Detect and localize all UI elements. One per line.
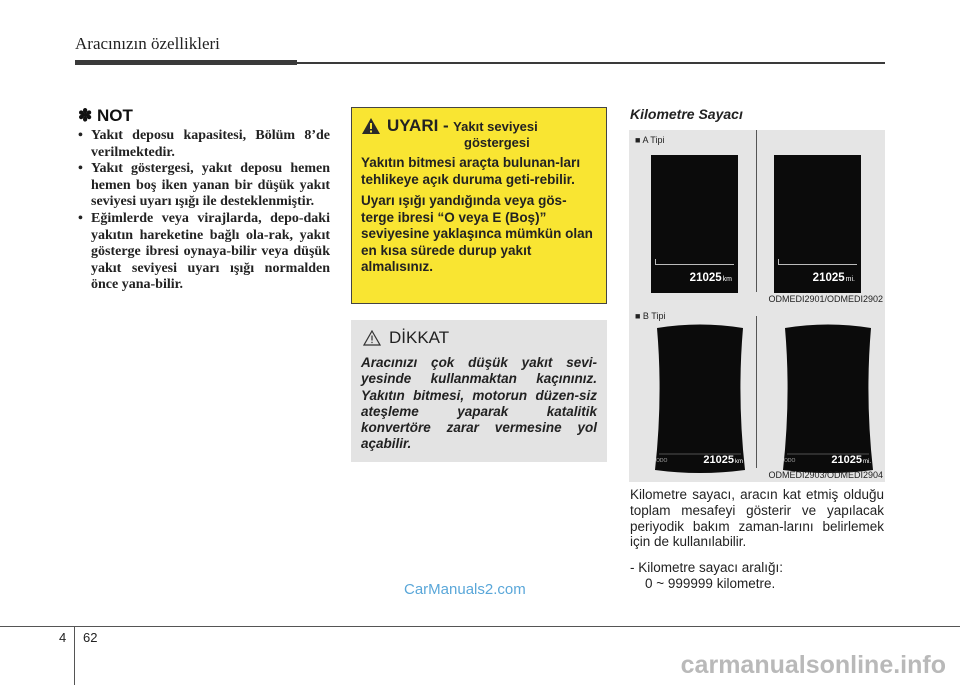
page-number: 62 [83, 630, 98, 645]
warning-title: UYARI - [387, 116, 449, 135]
chapter-number: 4 [59, 630, 67, 645]
caution-text: Aracınızı çok düşük yakıt sevi-yesinde kullanmaktan kaçınınız. Yakıtın bitmesi, motorun düzen-siz ateşleme yaparak katalitik konvertöre zarar vermesine yol açabilir. [361, 355, 597, 452]
odometer-description: Kilometre sayacı, aracın kat etmiş olduğu toplam mesafeyi gösterir ve yapılacak periyodik bakım zaman-larını belirlemek için de kullanılabilir. [630, 487, 884, 550]
figure-b-divider [756, 316, 757, 468]
figure-type-a [629, 130, 885, 306]
footer-site-link[interactable]: carmanualsonline.info [680, 651, 946, 679]
odometer-value: 21025 [689, 272, 722, 284]
warning-paragraph-1: Yakıtın bitmesi araçta bulunan-ları tehlikeye açık duruma geti-rebilir. [361, 155, 581, 187]
note-item-3: • Eğimlerde veya virajlarda, depo-daki yakıtın hareketine bağlı ola-rak, yakıt gösterge ibresi oynaya-bilir veya düşük yakıt seviyesi uyarı ışığı normalden önce yana-bilir. [78, 211, 330, 294]
odometer-reading-b-km [703, 454, 743, 466]
note-title [78, 106, 133, 126]
odometer-screen-mi [774, 155, 861, 293]
odometer-value: 21025 [703, 454, 734, 466]
header-title: Aracınızın özellikleri [75, 34, 220, 53]
odometer-title: Kilometre Sayacı [630, 106, 743, 122]
cluster-screen-shape [651, 323, 749, 474]
type-a-label: ■ A Tipi [635, 135, 665, 145]
warning-subtitle-line1: Yakıt seviyesi [453, 119, 538, 134]
figure-b-code: ODMEDI2903/ODMEDI2904 [768, 470, 883, 480]
odo-label: ODO [784, 458, 796, 464]
watermark-link[interactable]: CarManuals2.com [404, 581, 526, 598]
odometer-reading-b-mi [831, 454, 871, 466]
odometer-value: 21025 [812, 272, 845, 284]
header-bar-thin [297, 62, 885, 64]
odometer-unit: mi. [863, 459, 871, 465]
odometer-reading-km [690, 272, 732, 284]
warning-box [351, 107, 607, 304]
odometer-unit: km [722, 276, 732, 283]
asterisk-icon: ✽ [78, 106, 93, 125]
header-bar-thick [75, 60, 297, 65]
odometer-range-label: - Kilometre sayacı aralığı: [630, 560, 784, 575]
warning-triangle-icon [361, 117, 381, 135]
warning-paragraph-2: Uyarı ışığı yandığında veya gös-terge ibresi “O veya E (Boş)” seviyesine yaklaşınca mümkün olan en kısa sürede durup yakıt almalısınız. [361, 193, 593, 274]
cluster-screen-shape [779, 323, 877, 474]
footer-rule [0, 626, 960, 627]
note-list [78, 128, 330, 294]
figure-a-code: ODMEDI2901/ODMEDI2902 [768, 294, 883, 304]
odometer-screen-b-mi [779, 323, 877, 474]
note-item-1: • Yakıt deposu kapasitesi, Bölüm 8’de verilmektedir. [78, 128, 330, 161]
type-b-label: ■ B Tipi [635, 311, 666, 321]
odo-label: ODO [656, 458, 668, 464]
odometer-unit: km [735, 459, 743, 465]
note-item-2: • Yakıt göstergesi, yakıt deposu hemen hemen boş iken yanan bir düşük yakıt seviyesi uyarı ışığı ile desteklenmiştir. [78, 161, 330, 211]
odometer-reading-mi [813, 272, 855, 284]
odo-frame-line [655, 264, 734, 265]
caution-triangle-icon [363, 330, 381, 346]
caution-header [361, 328, 597, 348]
warning-header [361, 116, 597, 136]
odo-frame-line [778, 264, 857, 265]
footer-divider [74, 626, 75, 685]
note-title-text: NOT [96, 106, 133, 125]
warning-subtitle-line2: göstergesi [464, 135, 530, 150]
odometer-unit: mi. [845, 276, 855, 283]
odometer-value: 21025 [831, 454, 862, 466]
odometer-range-value: 0 ~ 999999 kilometre. [645, 576, 776, 591]
caution-box [351, 320, 607, 462]
odometer-screen-b-km [651, 323, 749, 474]
figure-a-divider [756, 130, 757, 292]
odometer-screen-km [651, 155, 738, 293]
caution-title: DİKKAT [389, 328, 450, 347]
figure-type-b [629, 306, 885, 482]
